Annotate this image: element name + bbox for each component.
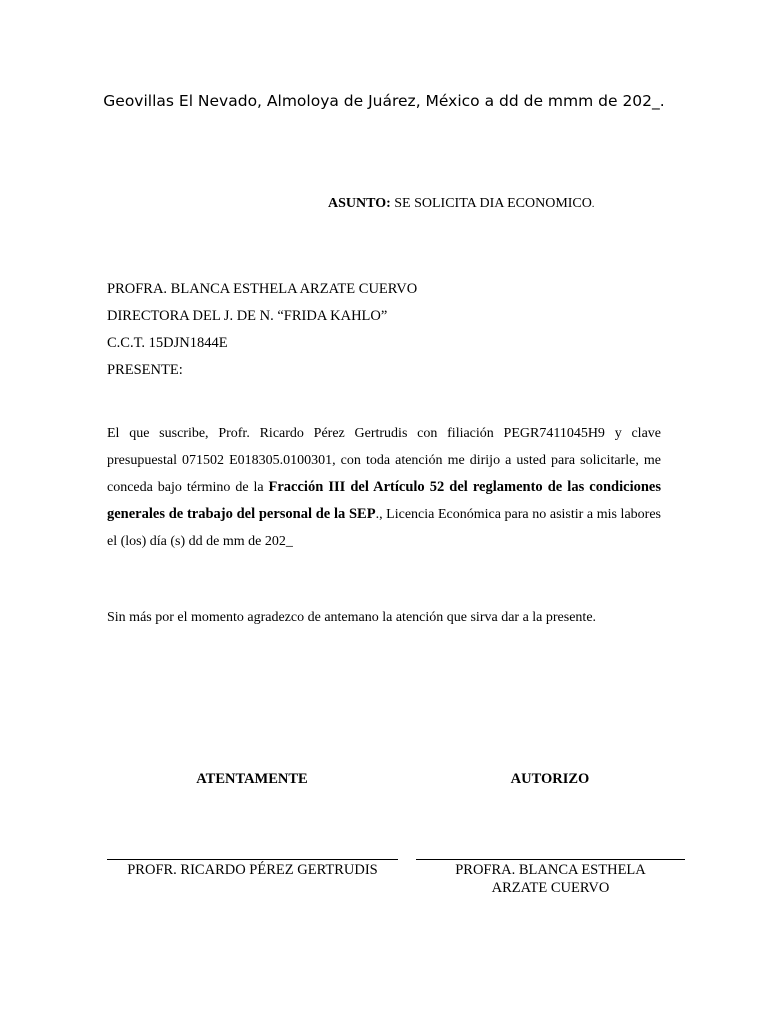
signature-line-left [107,859,398,860]
addressee-position: DIRECTORA DEL J. DE N. “FRIDA KAHLO” [107,308,388,324]
place-date-line: Geovillas El Nevado, Almoloya de Juárez, México a dd de mmm de 202_. [103,92,665,110]
signature-line-right [416,859,685,860]
greeting: PRESENTE: [107,362,183,378]
subject-period: . [591,199,595,210]
body-text-end: ., Licencia Económica para no asistir a mis labores el (los) día (s) dd de mm de 202_ [107,507,661,549]
signature-name-left: PROFR. RICARDO PÉREZ GERTRUDIS [127,862,378,878]
signature-label-right: AUTORIZO [510,771,590,787]
signature-name-right-line1: PROFRA. BLANCA ESTHELA [455,862,646,878]
subject-line [328,196,594,212]
signature-name-right-line2: ARZATE CUERVO [491,880,610,896]
addressee-cct: C.C.T. 15DJN1844E [107,335,228,351]
signature-name-right [416,861,685,897]
body-paragraph [107,420,661,555]
addressee-name: PROFRA. BLANCA ESTHELA ARZATE CUERVO [107,281,418,297]
signature-label-left: ATENTAMENTE [196,771,308,787]
body-bold-regulation: Fracción III del Artículo 52 del reglamento de las condiciones generales de trabajo del personal de la SEP [107,479,661,522]
subject-text: SE SOLICITA DIA ECONOMICO [394,196,592,211]
closing-paragraph: Sin más por el momento agradezco de antemano la atención que sirva dar a la presente. [107,610,597,625]
body-text-start: El que suscribe, Profr. Ricardo Pérez Gertrudis con filiación PEGR7411045H9 y clave presupuestal 071502 E018305.0100301, con toda atención me dirijo a usted para solicitarle, me conceda bajo término de la [107,426,661,495]
subject-label: ASUNTO: [328,196,391,211]
